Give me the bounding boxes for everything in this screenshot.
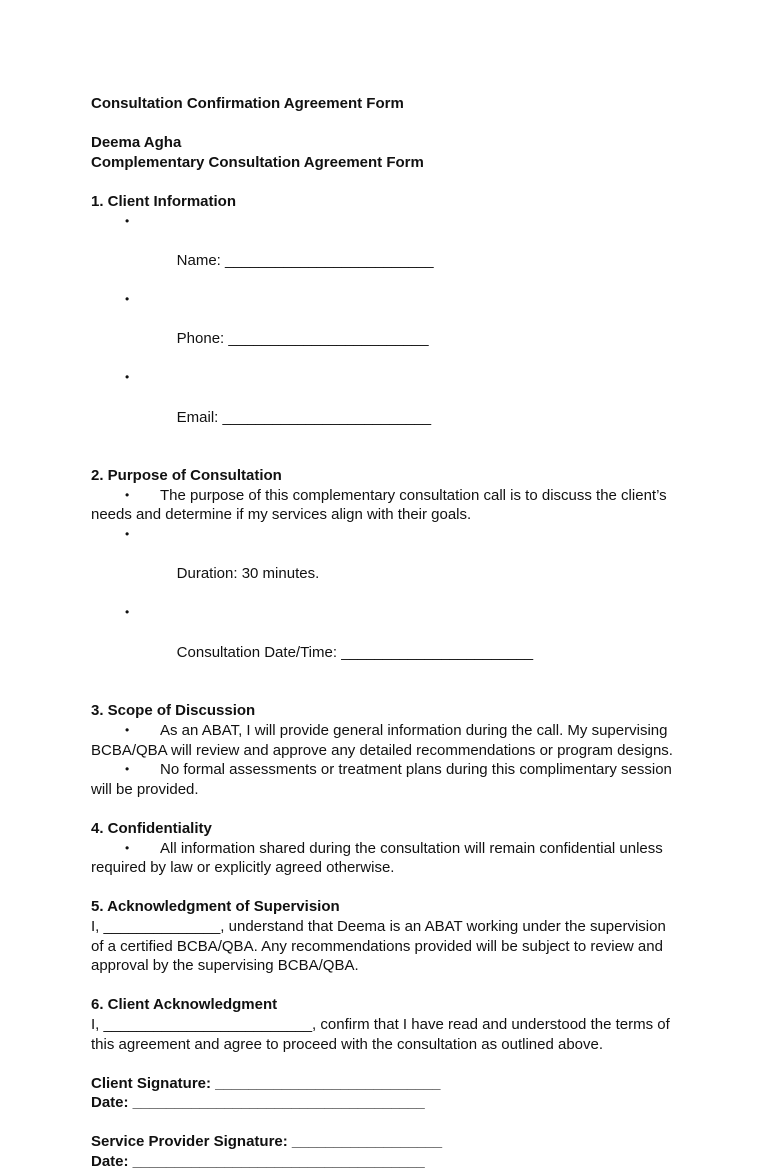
client-date-field[interactable]: Date: ___________________________________ — [91, 1094, 425, 1112]
supervision-paragraph[interactable]: I, ______________, understand that Deema is an ABAT working under the supervision of a certified BCBA/QBA. Any recommendations provided will be subject to review and approval by the supervising BCBA/QBA. — [91, 917, 666, 975]
bullet-icon: • — [125, 291, 130, 306]
spacer — [91, 172, 681, 192]
client-phone-field[interactable] — [91, 290, 681, 368]
purpose-paragraph: The purpose of this complementary consultation call is to discuss the client’s needs and determine if my services align with their goals. — [91, 486, 667, 524]
confidentiality-item-1 — [91, 839, 681, 878]
client-name-label: Name: _________________________ — [176, 251, 434, 269]
provider-date-field[interactable]: Date: ___________________________________ — [91, 1153, 425, 1171]
spacer — [91, 1054, 681, 1074]
scope-item-2 — [91, 760, 681, 799]
form-name: Complementary Consultation Agreement Form — [91, 153, 424, 171]
bullet-icon: • — [125, 213, 130, 228]
spacer — [91, 447, 681, 467]
spacer — [91, 799, 681, 819]
client-phone-label: Phone: ________________________ — [176, 330, 429, 348]
section-heading-scope: 3. Scope of Discussion — [91, 702, 256, 720]
duration-text: Duration: 30 minutes. — [176, 565, 320, 583]
document-title: Consultation Confirmation Agreement Form — [91, 95, 404, 112]
bullet-icon: • — [125, 762, 130, 777]
spacer — [91, 682, 681, 702]
client-name-field[interactable] — [91, 212, 681, 290]
client-acknowledgment-paragraph[interactable]: I, _________________________, confirm that I have read and understood the terms of this agreement and agree to proceed with the consultation as outlined above. — [91, 1015, 670, 1053]
duration-item — [91, 525, 681, 603]
scope-item-1 — [91, 721, 681, 760]
section-heading-supervision: 5. Acknowledgment of Supervision — [91, 898, 340, 916]
bullet-icon: • — [125, 605, 130, 620]
bullet-icon: • — [125, 370, 130, 385]
consultation-datetime-field[interactable] — [91, 603, 681, 681]
section-heading-confidentiality: 4. Confidentiality — [91, 819, 212, 837]
spacer — [91, 878, 681, 898]
scope-item-2-text: No formal assessments or treatment plans during this complimentary session will be provided. — [91, 761, 672, 798]
confidentiality-item-1-text: All information shared during the consultation will remain confidential unless required by law or explicitly agreed otherwise. — [91, 839, 663, 877]
provider-signature-field[interactable]: Service Provider Signature: __________________ — [91, 1133, 443, 1151]
provider-name: Deema Agha — [91, 134, 182, 152]
section-heading-client-acknowledgment: 6. Client Acknowledgment — [91, 996, 278, 1014]
scope-item-1-text: As an ABAT, I will provide general information during the call. My supervising BCBA/QBA will review and approve any detailed recommendations or program designs. — [91, 722, 673, 759]
agreement-document — [91, 94, 681, 1172]
spacer — [91, 976, 681, 996]
bullet-icon: • — [125, 487, 130, 502]
section-heading-client-information: 1. Client Information — [91, 192, 237, 210]
section-heading-purpose: 2. Purpose of Consultation — [91, 467, 282, 485]
client-email-field[interactable] — [91, 368, 681, 446]
bullet-icon: • — [125, 840, 130, 855]
spacer — [91, 1113, 681, 1133]
bullet-icon: • — [125, 527, 130, 542]
client-email-label: Email: _________________________ — [176, 408, 432, 426]
purpose-text — [91, 486, 681, 525]
bullet-icon: • — [125, 723, 130, 737]
spacer — [91, 114, 681, 134]
client-signature-field[interactable]: Client Signature: ___________________________ — [91, 1074, 441, 1092]
consultation-datetime-label: Consultation Date/Time: _______________________ — [176, 643, 534, 661]
